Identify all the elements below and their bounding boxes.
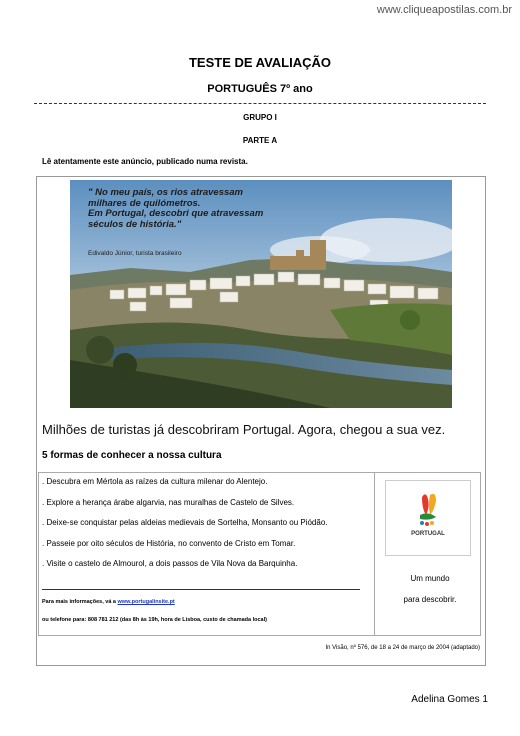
- suggestions-list: [42, 476, 370, 579]
- portugal-logo-icon: [386, 481, 470, 555]
- page-footer: Adelina Gomes 1: [411, 694, 488, 705]
- slogan-line: Um mundo: [410, 574, 450, 583]
- list-item: . Deixe-se conquistar pelas aldeias medievais de Sortelha, Monsanto ou Piódão.: [42, 518, 328, 528]
- ad-headline: Milhões de turistas já descobriram Portugal. Agora, chegou a sua vez.: [42, 422, 446, 437]
- instruction-text: Lê atentamente este anúncio, publicado numa revista.: [42, 157, 248, 166]
- source-citation: In Visão, nº 576, de 18 a 24 de março de 2004 (adaptado): [325, 645, 480, 651]
- quote-line: Em Portugal, descobri que atravessam: [88, 208, 264, 219]
- page-title: TESTE DE AVALIAÇÃO: [188, 55, 332, 70]
- horizontal-rule: [42, 589, 360, 590]
- quote-line: milhares de quilómetros.: [88, 197, 201, 209]
- site-watermark: www.cliqueapostilas.com.br: [376, 4, 512, 16]
- list-item: . Visite o castelo de Almourol, a dois passos de Vila Nova da Barquinha.: [42, 559, 298, 569]
- testimonial-quote: [88, 188, 308, 230]
- quote-line: " No meu país, os rios atravessam: [88, 187, 243, 198]
- info-prefix: Para mais informações, vá a: [42, 599, 118, 605]
- dashed-divider: [34, 103, 486, 104]
- quote-line: séculos de história.": [88, 218, 182, 230]
- quote-author: Edivaldo Júnior, turista brasileiro: [88, 250, 182, 257]
- list-item: . Descubra em Mértola as raízes da cultura milenar do Alentejo.: [42, 477, 268, 486]
- slogan-line: para descobrir.: [403, 595, 457, 604]
- vertical-divider: [374, 472, 375, 636]
- group-heading: GRUPO I: [243, 113, 277, 122]
- ad-subheading: 5 formas de conhecer a nossa cultura: [42, 450, 222, 461]
- info-line: [42, 599, 175, 605]
- list-item: . Passeie por oito séculos de História, no convento de Cristo em Tomar.: [42, 538, 296, 548]
- list-item: . Explore a herança árabe algarvia, nas muralhas de Castelo de Silves.: [42, 497, 295, 507]
- phone-line: ou telefone para: 808 781 212 (das 8h às 19h, hora de Lisboa, custo de chamada local): [42, 617, 267, 623]
- website-link[interactable]: www.portugalinsite.pt: [117, 599, 175, 605]
- page-subtitle: PORTUGUÊS 7º ano: [207, 83, 313, 95]
- logo-text: PORTUGAL: [411, 531, 445, 537]
- portugal-logo: [385, 480, 471, 556]
- part-heading: PARTE A: [242, 136, 278, 145]
